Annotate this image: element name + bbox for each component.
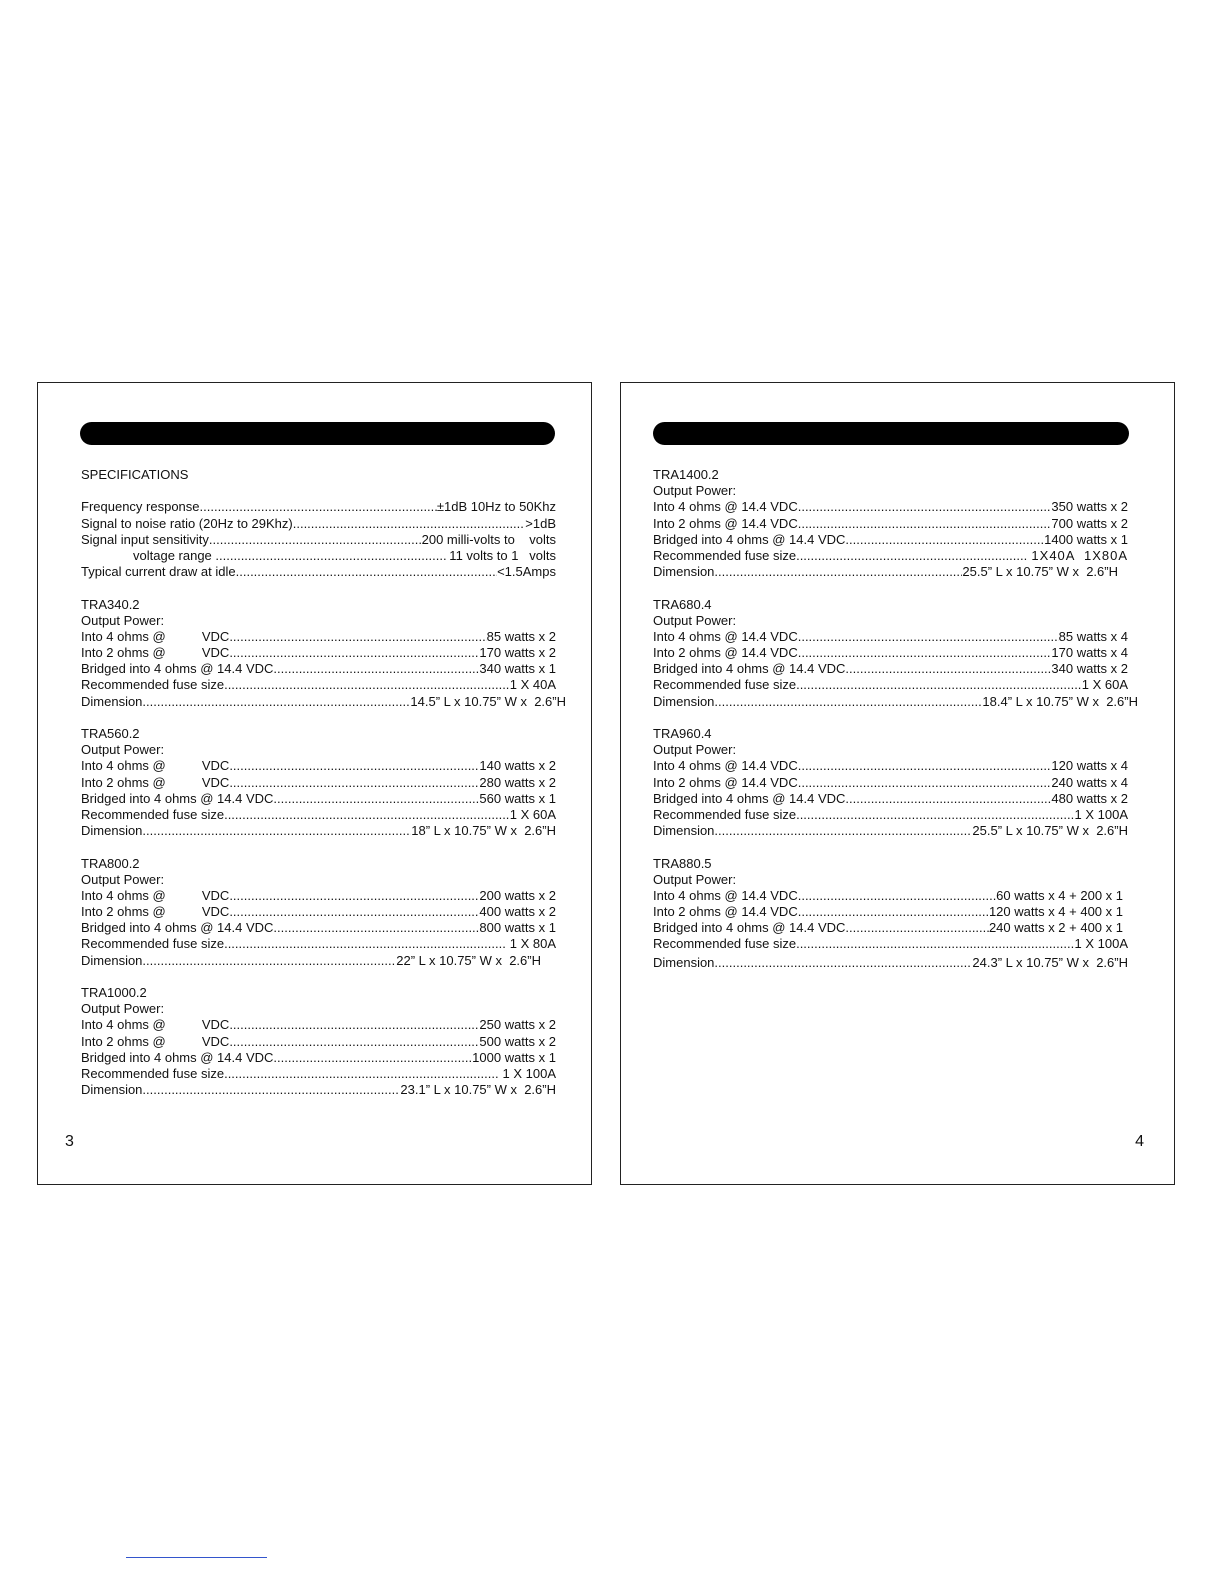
spec-row: Dimension ..... 25.5” L x 10.75” W x 2.6”H — [653, 564, 1118, 580]
spec-row: Into 4 ohms @ 14.4 VDC ..... 60 watts x 4 + 200 x 1 — [653, 888, 1123, 904]
model-section-tra560 — [81, 726, 556, 839]
model-section-tra800 — [81, 856, 556, 969]
spec-row: Bridged into 4 ohms @ 14.4 VDC ..... 480 watts x 2 — [653, 791, 1128, 807]
output-power-label: Output Power: — [81, 1001, 165, 1017]
spec-row: Into 2 ohms @ 14.4 VDC ..... 700 watts x 2 — [653, 516, 1128, 532]
spec-row: Recommended fuse size ..... 1 X 60A — [653, 677, 1128, 693]
spec-row: Dimension ..... 24.3” L x 10.75” W x 2.6”H — [653, 955, 1128, 971]
model-section-tra340 — [81, 596, 566, 710]
spec-row: Into 2 ohms @ 14.4 VDC ..... 240 watts x 4 — [653, 775, 1128, 791]
header-bar — [80, 422, 555, 445]
spec-row: Signal to noise ratio (20Hz to 29Khz) ..... >1dB — [81, 516, 556, 532]
model-section-tra880 — [653, 856, 1128, 971]
left-page-content — [81, 467, 566, 1115]
spec-row: Into 2 ohms @ VDC ..... 500 watts x 2 — [81, 1034, 556, 1050]
spec-row: Recommended fuse size ..... 1 X 100A — [653, 807, 1128, 823]
footer-link-underline — [126, 1557, 267, 1558]
spec-row: Into 4 ohms @ 14.4 VDC ..... 85 watts x 4 — [653, 629, 1128, 645]
spec-row: Recommended fuse size ..... 1X40A 1X80A — [653, 548, 1128, 564]
spec-row: Recommended fuse size ..... 1 X 40A — [81, 677, 556, 693]
spec-row: Into 4 ohms @ VDC ..... 250 watts x 2 — [81, 1017, 556, 1033]
output-power-label: Output Power: — [653, 871, 737, 887]
page-number: 4 — [1135, 1133, 1144, 1150]
spec-row: Dimension ..... 23.1” L x 10.75” W x 2.6”H — [81, 1082, 556, 1098]
model-section-tra1400 — [653, 467, 1128, 580]
spec-row: Dimension ..... 18.4” L x 10.75” W x 2.6”H — [653, 694, 1138, 710]
output-power-label: Output Power: — [81, 871, 165, 887]
spec-row: Into 2 ohms @ 14.4 VDC ..... 170 watts x 4 — [653, 645, 1128, 661]
model-name: TRA800.2 — [81, 855, 140, 871]
model-name: TRA880.5 — [653, 855, 712, 871]
model-name: TRA1000.2 — [81, 985, 147, 1000]
spec-row: Into 4 ohms @ VDC ..... 200 watts x 2 — [81, 888, 556, 904]
spec-row: Dimension ..... 25.5” L x 10.75” W x 2.6”H — [653, 823, 1128, 839]
spec-row: Dimension ..... 22” L x 10.75” W x 2.6”H — [81, 953, 541, 969]
spec-row: Recommended fuse size ..... 1 X 60A — [81, 807, 556, 823]
model-name: TRA680.4 — [653, 596, 712, 612]
output-power-label: Output Power: — [653, 612, 737, 628]
left-page — [37, 382, 592, 1185]
output-power-label: Output Power: — [81, 742, 165, 758]
model-section-tra1000 — [81, 985, 556, 1098]
spec-row: Into 2 ohms @ VDC ..... 400 watts x 2 — [81, 904, 556, 920]
header-bar — [653, 422, 1129, 445]
spec-row: Frequency response ..... ±1dB 10Hz to 50Khz — [81, 499, 556, 515]
model-name: TRA960.4 — [653, 726, 712, 741]
spec-row: Signal input sensitivity ..... 200 milli-volts to volts — [81, 532, 556, 548]
spec-row: Recommended fuse size ..... 1 X 80A — [81, 936, 556, 952]
spec-row: Typical current draw at idle ..... <1.5Amps — [81, 564, 556, 580]
model-section-tra960 — [653, 726, 1128, 839]
specifications-title: SPECIFICATIONS — [81, 467, 189, 482]
spec-row: Bridged into 4 ohms @ 14.4 VDC ..... 1400 watts x 1 — [653, 532, 1128, 548]
spec-row: Into 4 ohms @ VDC ..... 140 watts x 2 — [81, 758, 556, 774]
spec-row: Into 2 ohms @ VDC ..... 170 watts x 2 — [81, 645, 556, 661]
spec-row: Recommended fuse size ..... 1 X 100A — [653, 936, 1128, 952]
spec-row: Recommended fuse size ..... 1 X 100A — [81, 1066, 556, 1082]
spec-row: voltage range ..... 11 volts to 1 volts — [81, 548, 556, 564]
output-power-label: Output Power: — [653, 483, 737, 499]
spec-row: Bridged into 4 ohms @ 14.4 VDC ..... 560 watts x 1 — [81, 791, 556, 807]
spec-row: Bridged into 4 ohms @ 14.4 VDC ..... 1000 watts x 1 — [81, 1050, 556, 1066]
model-section-tra680 — [653, 596, 1138, 710]
model-name: TRA340.2 — [81, 596, 140, 612]
model-name: TRA1400.2 — [653, 467, 719, 482]
spec-row: Into 2 ohms @ VDC ..... 280 watts x 2 — [81, 775, 556, 791]
spec-row: Bridged into 4 ohms @ 14.4 VDC ..... 340 watts x 2 — [653, 661, 1128, 677]
spec-row: Bridged into 4 ohms @ 14.4 VDC ..... 800 watts x 1 — [81, 920, 556, 936]
spec-row: Dimension ..... 18” L x 10.75” W x 2.6”H — [81, 823, 556, 839]
spec-row: Dimension ..... 14.5” L x 10.75” W x 2.6”H — [81, 694, 566, 710]
spec-row: Into 4 ohms @ 14.4 VDC ..... 120 watts x 4 — [653, 758, 1128, 774]
spec-row: Bridged into 4 ohms @ 14.4 VDC ..... 340 watts x 1 — [81, 661, 556, 677]
spec-row: Into 4 ohms @ 14.4 VDC ..... 350 watts x 2 — [653, 499, 1128, 515]
spec-row: Into 2 ohms @ 14.4 VDC ..... 120 watts x 4 + 400 x 1 — [653, 904, 1123, 920]
output-power-label: Output Power: — [653, 742, 737, 758]
right-page — [620, 382, 1175, 1185]
output-power-label: Output Power: — [81, 612, 165, 628]
model-name: TRA560.2 — [81, 726, 140, 741]
page-number: 3 — [65, 1133, 74, 1150]
spec-row: Into 4 ohms @ VDC ..... 85 watts x 2 — [81, 629, 556, 645]
right-page-content — [653, 467, 1138, 987]
spec-row: Bridged into 4 ohms @ 14.4 VDC ..... 240 watts x 2 + 400 x 1 — [653, 920, 1123, 936]
